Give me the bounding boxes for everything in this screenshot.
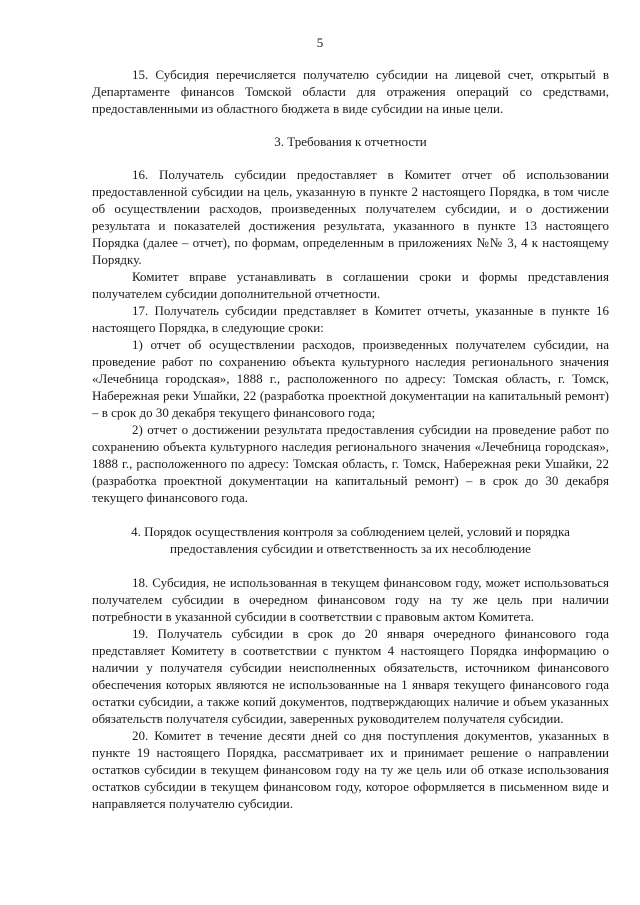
paragraph-19: 19. Получатель субсидии в срок до 20 января очередного финансового года представляет Комитету в соответствии с пунктом 4 настоящего Порядка информацию о наличии у получателя субсидии неисполненных обязательств, источником финансового обеспечения которых являются не использованные на 1 января текущего финансового года остатки субсидии, а также копий документов, подтверждающих наличие и объем указанных обязательств получателя субсидии, заверенных руководителем получателя субсидии. (92, 626, 609, 726)
paragraph-20: 20. Комитет в течение десяти дней со дня поступления документов, указанных в пункте 19 настоящего Порядка, рассматривает их и принимает решение о направлении остатков субсидии в текущем финансовом году на ту же цель или об отказе использования остатков субсидии в текущем финансовом году, которое оформляется в письменном виде и направляется получателю субсидии. (92, 728, 609, 811)
paragraph-17: 17. Получатель субсидии представляет в Комитет отчеты, указанные в пункте 16 настоящего Порядка, в следующие сроки: (92, 303, 609, 335)
paragraph-17-item-2: 2) отчет о достижении результата предоставления субсидии на проведение работ по сохранению объекта культурного наследия регионального значения «Лечебница городская», 1888 г., расположенного по адресу: Томская область, г. Томск, Набережная реки Ушайки, 22 (разработка проектной документации на капитальный ремонт) – в срок до 30 декабря текущего финансового года. (92, 422, 609, 505)
paragraph-17-item-1: 1) отчет об осуществлении расходов, произведенных получателем субсидии, на проведение работ по сохранению объекта культурного наследия регионального значения «Лечебница городская», 1888 г., расположенного по адресу: Томская область, г. Томск, Набережная реки Ушайки, 22 (разработка проектной документации на капитальный ремонт) – в срок до 30 декабря текущего финансового года; (92, 337, 609, 420)
paragraph-16-additional: Комитет вправе устанавливать в соглашении сроки и формы представления получателем субсидии дополнительной отчетности. (92, 269, 609, 301)
page-number: 5 (316, 35, 324, 50)
paragraph-18: 18. Субсидия, не использованная в текущем финансовом году, может использоваться получателем субсидии в очередном финансовом году на ту же цель при наличии потребности в указанной субсидии в соответствии с правовым актом Комитета. (92, 575, 609, 624)
section-3-heading: 3. Требования к отчетности (274, 134, 427, 149)
paragraph-16: 16. Получатель субсидии предоставляет в Комитет отчет об использовании предоставленной субсидии на цель, указанную в пункте 2 настоящего Порядка, в том числе об осуществлении расходов, произведенных получателем субсидии, и о достижении результата и показателей достижения результата, указанного в пункте 13 настоящего Порядка (далее – отчет), по формам, определенным в приложениях №№ 3, 4 к настоящему Порядку. (92, 167, 609, 267)
section-4-heading: 4. Порядок осуществления контроля за соблюдением целей, условий и порядка предоставления субсидии и ответственность за их несоблюдение (131, 524, 570, 556)
document-body (92, 66, 609, 812)
paragraph-15: 15. Субсидия перечисляется получателю субсидии на лицевой счет, открытый в Департаменте финансов Томской области для отражения операций со средствами, предоставленными из областного бюджета в виде субсидии на иные цели. (92, 67, 609, 116)
